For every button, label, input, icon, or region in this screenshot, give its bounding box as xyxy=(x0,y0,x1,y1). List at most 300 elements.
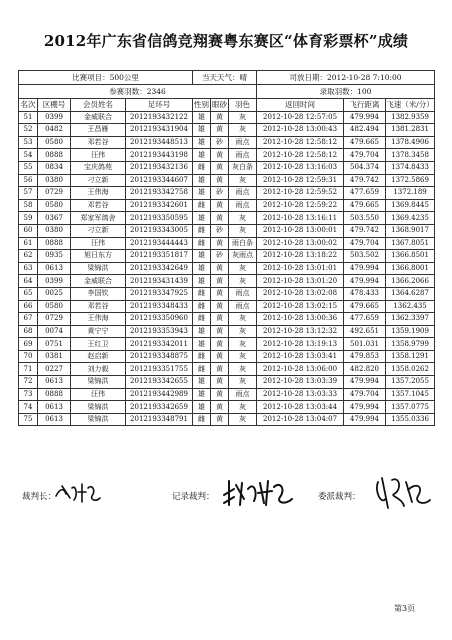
cell-ring: 2012193432136 xyxy=(126,161,193,174)
cell-sex: 雄 xyxy=(193,136,211,149)
cell-speed: 1382.9359 xyxy=(386,111,435,124)
cell-color: 灰 xyxy=(229,413,257,426)
cell-distance: 482.820 xyxy=(344,363,386,376)
cell-eye: 黄 xyxy=(211,363,229,376)
table-row xyxy=(19,111,435,124)
cell-distance: 477.659 xyxy=(344,313,386,326)
cell-distance: 479.994 xyxy=(344,275,386,288)
cell-speed: 1381.2831 xyxy=(386,124,435,137)
cell-eye: 黄 xyxy=(211,413,229,426)
release-date-cell: 司放日期：2012-10-28 7:10:00 xyxy=(257,71,435,85)
cell-rank: 62 xyxy=(19,250,38,263)
cell-rank: 64 xyxy=(19,275,38,288)
cell-speed: 1355.0336 xyxy=(386,413,435,426)
info-row-2 xyxy=(19,85,435,99)
cell-distance: 479.853 xyxy=(344,350,386,363)
cell-ring: 2012193344607 xyxy=(126,174,193,187)
cell-ring: 2012193448513 xyxy=(126,136,193,149)
cell-rank: 72 xyxy=(19,376,38,389)
cell-sex: 雄 xyxy=(193,338,211,351)
cell-color: 灰 xyxy=(229,338,257,351)
cell-distance: 503.502 xyxy=(344,250,386,263)
cell-ring: 2012193343005 xyxy=(126,224,193,237)
cell-sex: 雄 xyxy=(193,149,211,162)
cell-eye: 砂 xyxy=(211,250,229,263)
cell-return-time: 2012-10-28 12:58:12 xyxy=(257,149,344,162)
cell-rank: 71 xyxy=(19,363,38,376)
cell-return-time: 2012-10-28 13:00:01 xyxy=(257,224,344,237)
cell-ring: 2012193350595 xyxy=(126,212,193,225)
cell-eye: 黄 xyxy=(211,350,229,363)
cell-rank: 55 xyxy=(19,161,38,174)
cell-loft: 0834 xyxy=(38,161,71,174)
cell-return-time: 2012-10-28 12:59:52 xyxy=(257,187,344,200)
cell-color: 灰 xyxy=(229,224,257,237)
cell-rank: 67 xyxy=(19,313,38,326)
cell-return-time: 2012-10-28 13:00:36 xyxy=(257,313,344,326)
col-loft: 区棚号 xyxy=(38,99,71,112)
cell-speed: 1357.1045 xyxy=(386,388,435,401)
cell-speed: 1369.4235 xyxy=(386,212,435,225)
table-row xyxy=(19,413,435,426)
referee-label: 裁判长： xyxy=(22,492,57,502)
cell-color: 灰 xyxy=(229,212,257,225)
cell-rank: 66 xyxy=(19,300,38,313)
cell-member: 梁锦洪 xyxy=(71,401,126,414)
cell-distance: 478.433 xyxy=(344,287,386,300)
cell-loft: 0729 xyxy=(38,187,71,200)
cell-member: 梁锦洪 xyxy=(71,413,126,426)
cell-sex: 雄 xyxy=(193,325,211,338)
cell-rank: 61 xyxy=(19,237,38,250)
cell-return-time: 2012-10-28 13:16:11 xyxy=(257,212,344,225)
cell-rank: 75 xyxy=(19,413,38,426)
cell-color: 灰 xyxy=(229,275,257,288)
column-header-row xyxy=(19,99,435,112)
cell-distance: 479.742 xyxy=(344,174,386,187)
cell-member: 郑家军鸽舍 xyxy=(71,212,126,225)
cell-speed: 1357.2055 xyxy=(386,376,435,389)
cell-return-time: 2012-10-28 13:18:22 xyxy=(257,250,344,263)
table-row xyxy=(19,363,435,376)
cell-sex: 雄 xyxy=(193,174,211,187)
cell-return-time: 2012-10-28 13:16:03 xyxy=(257,161,344,174)
col-member: 会员姓名 xyxy=(71,99,126,112)
cell-member: 邓若谷 xyxy=(71,136,126,149)
cell-loft: 0380 xyxy=(38,224,71,237)
cell-speed: 1369.8445 xyxy=(386,199,435,212)
cell-eye: 黄 xyxy=(211,124,229,137)
cell-rank: 63 xyxy=(19,262,38,275)
cell-color: 雨点 xyxy=(229,187,257,200)
cell-color: 灰 xyxy=(229,262,257,275)
cell-color: 雨点 xyxy=(229,136,257,149)
info-row-1 xyxy=(19,71,435,85)
cell-sex: 雌 xyxy=(193,199,211,212)
cell-eye: 砂 xyxy=(211,224,229,237)
cell-rank: 60 xyxy=(19,224,38,237)
judge-signature xyxy=(372,472,434,512)
cell-return-time: 2012-10-28 13:02:08 xyxy=(257,287,344,300)
cell-distance: 479.704 xyxy=(344,388,386,401)
cell-return-time: 2012-10-28 13:03:41 xyxy=(257,350,344,363)
cell-color: 雨点 xyxy=(229,287,257,300)
cell-eye: 黄 xyxy=(211,199,229,212)
table-row xyxy=(19,212,435,225)
cell-sex: 雌 xyxy=(193,300,211,313)
cell-return-time: 2012-10-28 12:58:12 xyxy=(257,136,344,149)
cell-member: 邓若谷 xyxy=(71,300,126,313)
results-table xyxy=(18,70,435,426)
cell-loft: 0399 xyxy=(38,111,71,124)
cell-distance: 479.704 xyxy=(344,237,386,250)
cell-member: 金威联合 xyxy=(71,111,126,124)
cell-loft: 0074 xyxy=(38,325,71,338)
cell-ring: 2012193342011 xyxy=(126,338,193,351)
cell-speed: 1374.8433 xyxy=(386,161,435,174)
cell-eye: 黄 xyxy=(211,388,229,401)
cell-distance: 503.550 xyxy=(344,212,386,225)
cell-sex: 雄 xyxy=(193,124,211,137)
cell-ring: 2012193431904 xyxy=(126,124,193,137)
cell-return-time: 2012-10-28 13:01:20 xyxy=(257,275,344,288)
cell-speed: 1366.8501 xyxy=(386,250,435,263)
cell-distance: 479.994 xyxy=(344,111,386,124)
cell-ring: 2012193443198 xyxy=(126,149,193,162)
table-row xyxy=(19,287,435,300)
cell-loft: 0751 xyxy=(38,338,71,351)
cell-speed: 1358.1291 xyxy=(386,350,435,363)
table-row xyxy=(19,401,435,414)
cell-member: 汪伟 xyxy=(71,149,126,162)
cell-loft: 0613 xyxy=(38,401,71,414)
cell-member: 刘力毅 xyxy=(71,363,126,376)
cell-ring: 2012193431439 xyxy=(126,275,193,288)
col-eye: 眼砂 xyxy=(212,100,228,110)
cell-sex: 雌 xyxy=(193,363,211,376)
table-row xyxy=(19,136,435,149)
cell-rank: 57 xyxy=(19,187,38,200)
cell-member: 王红卫 xyxy=(71,338,126,351)
cell-color: 雨点 xyxy=(229,149,257,162)
cell-speed: 1366.2066 xyxy=(386,275,435,288)
cell-distance: 479.994 xyxy=(344,413,386,426)
cell-member: 汪伟 xyxy=(71,388,126,401)
cell-speed: 1358.0262 xyxy=(386,363,435,376)
distance-cell: 比赛项目：500公里 xyxy=(19,71,193,85)
cell-color: 雨白条 xyxy=(229,237,257,250)
cell-sex: 雄 xyxy=(193,187,211,200)
cell-speed: 1359.1909 xyxy=(386,325,435,338)
table-row xyxy=(19,325,435,338)
cell-sex: 雌 xyxy=(193,237,211,250)
cell-speed: 1367.8051 xyxy=(386,237,435,250)
cell-eye: 黄 xyxy=(211,313,229,326)
cell-sex: 雄 xyxy=(193,262,211,275)
cell-distance: 479.742 xyxy=(344,224,386,237)
cell-eye: 黄 xyxy=(211,325,229,338)
col-rank: 名次 xyxy=(20,100,36,110)
cell-sex: 雌 xyxy=(193,161,211,174)
cell-return-time: 2012-10-28 12:59:22 xyxy=(257,199,344,212)
cell-speed: 1357.0775 xyxy=(386,401,435,414)
table-row xyxy=(19,313,435,326)
cell-return-time: 2012-10-28 13:00:43 xyxy=(257,124,344,137)
cell-speed: 1378.3458 xyxy=(386,149,435,162)
col-ring: 足环号 xyxy=(126,99,193,112)
cell-ring: 2012193348433 xyxy=(126,300,193,313)
cell-member: 刁立新 xyxy=(71,224,126,237)
cell-eye: 黄 xyxy=(211,237,229,250)
cell-sex: 雄 xyxy=(193,388,211,401)
cell-loft: 0888 xyxy=(38,237,71,250)
cell-loft: 0227 xyxy=(38,363,71,376)
cell-eye: 黄 xyxy=(211,149,229,162)
cell-member: 旭日东方 xyxy=(71,250,126,263)
cell-distance: 492.651 xyxy=(344,325,386,338)
cell-loft: 0380 xyxy=(38,174,71,187)
cell-distance: 477.659 xyxy=(344,187,386,200)
cell-speed: 1362.3397 xyxy=(386,313,435,326)
cell-speed: 1362.435 xyxy=(386,300,435,313)
cell-loft: 0935 xyxy=(38,250,71,263)
page-number: 第3页 xyxy=(394,604,416,613)
cell-eye: 黄 xyxy=(211,262,229,275)
col-speed: 飞速（米/分） xyxy=(386,100,434,110)
cell-color: 雨点 xyxy=(229,300,257,313)
cell-sex: 雄 xyxy=(193,212,211,225)
table-row xyxy=(19,338,435,351)
cell-eye: 黄 xyxy=(211,161,229,174)
cell-ring: 2012193351755 xyxy=(126,363,193,376)
cell-return-time: 2012-10-28 13:04:07 xyxy=(257,413,344,426)
cell-return-time: 2012-10-28 13:00:02 xyxy=(257,237,344,250)
col-color: 羽色 xyxy=(229,99,257,112)
cell-member: 黄宁宁 xyxy=(71,325,126,338)
table-row xyxy=(19,199,435,212)
cell-rank: 59 xyxy=(19,212,38,225)
col-sex: 性别 xyxy=(194,100,210,110)
cell-rank: 69 xyxy=(19,338,38,351)
table-row xyxy=(19,224,435,237)
cell-color: 灰 xyxy=(229,174,257,187)
cell-loft: 0888 xyxy=(38,388,71,401)
cell-speed: 1366.8001 xyxy=(386,262,435,275)
cell-distance: 479.704 xyxy=(344,149,386,162)
table-row xyxy=(19,300,435,313)
cell-color: 灰 xyxy=(229,363,257,376)
cell-loft: 0613 xyxy=(38,262,71,275)
cell-eye: 黄 xyxy=(211,275,229,288)
cell-distance: 479.994 xyxy=(344,262,386,275)
cell-member: 汪伟 xyxy=(71,237,126,250)
cell-return-time: 2012-10-28 13:12:32 xyxy=(257,325,344,338)
table-row xyxy=(19,388,435,401)
cell-sex: 雄 xyxy=(193,376,211,389)
cell-eye: 黄 xyxy=(211,174,229,187)
cell-color: 灰 xyxy=(229,376,257,389)
cell-ring: 2012193342601 xyxy=(126,199,193,212)
cell-rank: 51 xyxy=(19,111,38,124)
cell-ring: 2012193342655 xyxy=(126,376,193,389)
table-row xyxy=(19,262,435,275)
cell-return-time: 2012-10-28 13:03:39 xyxy=(257,376,344,389)
cell-rank: 53 xyxy=(19,136,38,149)
weather-cell: 当天天气：晴 xyxy=(193,71,257,85)
cell-rank: 70 xyxy=(19,350,38,363)
cell-return-time: 2012-10-28 12:59:31 xyxy=(257,174,344,187)
cell-sex: 雌 xyxy=(193,350,211,363)
cell-member: 王伟海 xyxy=(71,187,126,200)
cell-speed: 1372.5869 xyxy=(386,174,435,187)
cell-return-time: 2012-10-28 13:06:00 xyxy=(257,363,344,376)
cell-rank: 73 xyxy=(19,388,38,401)
table-row xyxy=(19,124,435,137)
cell-color: 灰 xyxy=(229,325,257,338)
cell-loft: 0025 xyxy=(38,287,71,300)
cell-eye: 黄 xyxy=(211,287,229,300)
cell-eye: 黄 xyxy=(211,376,229,389)
cell-loft: 0482 xyxy=(38,124,71,137)
cell-loft: 0729 xyxy=(38,313,71,326)
entries-cell: 参赛羽数：2346 xyxy=(19,85,257,99)
col-return-time: 返回时间 xyxy=(257,99,344,112)
cell-ring: 2012193350960 xyxy=(126,313,193,326)
cell-distance: 479.665 xyxy=(344,300,386,313)
cell-rank: 74 xyxy=(19,401,38,414)
cell-speed: 1364.6287 xyxy=(386,287,435,300)
cell-distance: 482.494 xyxy=(344,124,386,137)
cell-member: 刁立新 xyxy=(71,174,126,187)
cell-member: 金威联合 xyxy=(71,275,126,288)
cell-sex: 雌 xyxy=(193,224,211,237)
cell-loft: 0580 xyxy=(38,300,71,313)
cell-loft: 0580 xyxy=(38,136,71,149)
cell-return-time: 2012-10-28 13:01:01 xyxy=(257,262,344,275)
cell-loft: 0888 xyxy=(38,149,71,162)
cell-color: 灰 xyxy=(229,124,257,137)
cell-loft: 0381 xyxy=(38,350,71,363)
cell-rank: 58 xyxy=(19,199,38,212)
cell-return-time: 2012-10-28 13:19:13 xyxy=(257,338,344,351)
cell-ring: 2012193432122 xyxy=(126,111,193,124)
cell-rank: 52 xyxy=(19,124,38,137)
cell-ring: 2012193351817 xyxy=(126,250,193,263)
cell-ring: 2012193353943 xyxy=(126,325,193,338)
cell-return-time: 2012-10-28 12:57:05 xyxy=(257,111,344,124)
cell-ring: 2012193442989 xyxy=(126,388,193,401)
cell-color: 雨点 xyxy=(229,388,257,401)
cell-ring: 2012193348791 xyxy=(126,413,193,426)
cell-distance: 479.665 xyxy=(344,136,386,149)
cell-speed: 1372.189 xyxy=(386,187,435,200)
cell-eye: 砂 xyxy=(211,136,229,149)
referee-signature xyxy=(52,480,104,506)
cell-sex: 雄 xyxy=(193,401,211,414)
cell-return-time: 2012-10-28 13:03:33 xyxy=(257,388,344,401)
cell-ring: 2012193348875 xyxy=(126,350,193,363)
cell-member: 梁锦洪 xyxy=(71,262,126,275)
cell-sex: 雌 xyxy=(193,287,211,300)
page-title: 2012年广东省信鸽竞翔赛粤东赛区“体育彩票杯”成绩 xyxy=(43,32,409,50)
cell-ring: 2012193347925 xyxy=(126,287,193,300)
cell-member: 宝庆鸽苑 xyxy=(71,161,126,174)
table-row xyxy=(19,376,435,389)
cell-sex: 雄 xyxy=(193,250,211,263)
cell-rank: 68 xyxy=(19,325,38,338)
table-row xyxy=(19,149,435,162)
col-distance: 飞行距离 xyxy=(344,99,386,112)
cell-return-time: 2012-10-28 13:03:44 xyxy=(257,401,344,414)
recorder-signature xyxy=(220,475,298,511)
cell-eye: 砂 xyxy=(211,187,229,200)
cell-member: 李国钦 xyxy=(71,287,126,300)
cell-eye: 黄 xyxy=(211,338,229,351)
cell-distance: 501.031 xyxy=(344,338,386,351)
cell-eye: 黄 xyxy=(211,212,229,225)
cell-sex: 雄 xyxy=(193,111,211,124)
cell-sex: 雌 xyxy=(193,313,211,326)
cell-ring: 2012193444443 xyxy=(126,237,193,250)
cell-sex: 雌 xyxy=(193,413,211,426)
judge-label: 委派裁判： xyxy=(318,492,361,502)
table-row xyxy=(19,350,435,363)
table-row xyxy=(19,161,435,174)
cell-distance: 479.994 xyxy=(344,376,386,389)
cell-ring: 2012193342659 xyxy=(126,401,193,414)
prize-count-cell: 录取羽数：100 xyxy=(257,85,435,99)
cell-member: 赵启新 xyxy=(71,350,126,363)
table-row xyxy=(19,250,435,263)
cell-color: 灰 xyxy=(229,350,257,363)
cell-rank: 65 xyxy=(19,287,38,300)
cell-member: 王昌雁 xyxy=(71,124,126,137)
cell-ring: 2012193342758 xyxy=(126,187,193,200)
cell-distance: 504.374 xyxy=(344,161,386,174)
table-row xyxy=(19,237,435,250)
recorder-label: 记录裁判： xyxy=(172,492,215,502)
cell-rank: 54 xyxy=(19,149,38,162)
cell-speed: 1378.4906 xyxy=(386,136,435,149)
cell-sex: 雄 xyxy=(193,275,211,288)
cell-loft: 0613 xyxy=(38,376,71,389)
cell-eye: 黄 xyxy=(211,300,229,313)
cell-member: 梁锦洪 xyxy=(71,376,126,389)
cell-distance: 479.665 xyxy=(344,199,386,212)
cell-color: 灰白条 xyxy=(229,161,257,174)
cell-color: 灰 xyxy=(229,313,257,326)
cell-loft: 0367 xyxy=(38,212,71,225)
cell-color: 灰 xyxy=(229,111,257,124)
cell-ring: 2012193342649 xyxy=(126,262,193,275)
table-row xyxy=(19,275,435,288)
cell-color: 雨点 xyxy=(229,199,257,212)
cell-speed: 1368.9017 xyxy=(386,224,435,237)
table-row xyxy=(19,174,435,187)
cell-loft: 0613 xyxy=(38,413,71,426)
cell-color: 灰 xyxy=(229,401,257,414)
cell-speed: 1358.9799 xyxy=(386,338,435,351)
cell-distance: 479.994 xyxy=(344,401,386,414)
cell-loft: 0580 xyxy=(38,199,71,212)
cell-return-time: 2012-10-28 13:02:15 xyxy=(257,300,344,313)
cell-color: 灰雨点 xyxy=(229,250,257,263)
table-row xyxy=(19,187,435,200)
cell-loft: 0399 xyxy=(38,275,71,288)
cell-rank: 56 xyxy=(19,174,38,187)
cell-eye: 黄 xyxy=(211,111,229,124)
cell-member: 邓若谷 xyxy=(71,199,126,212)
